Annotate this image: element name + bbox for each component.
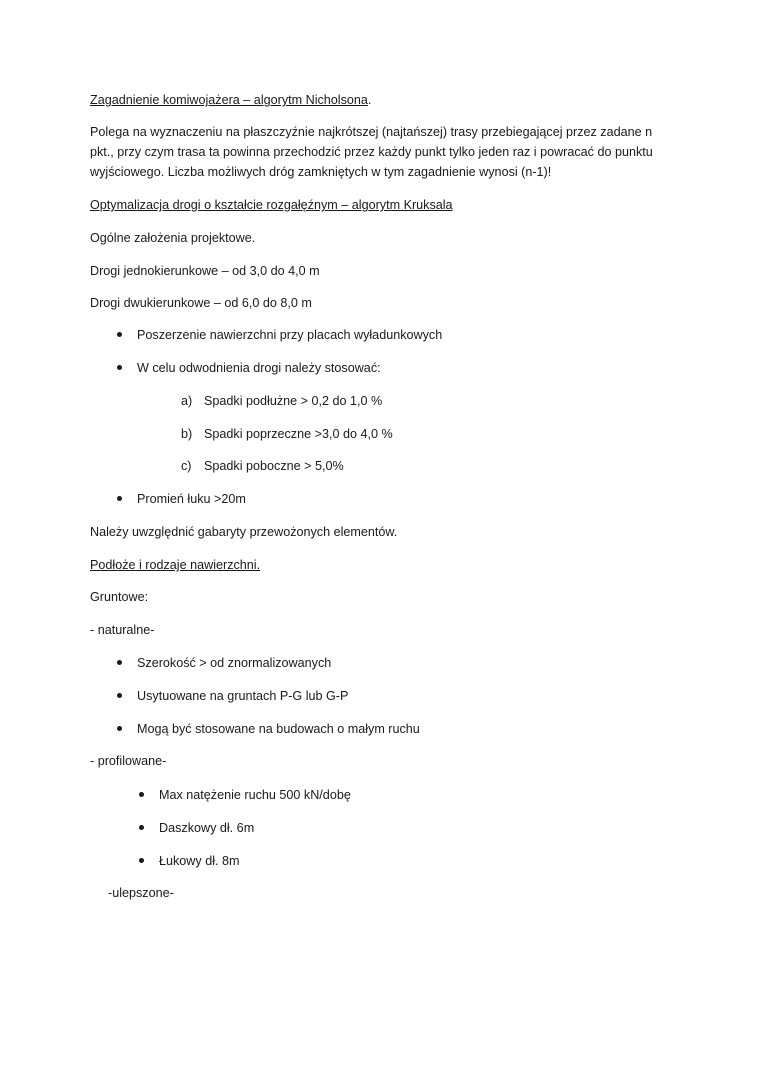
list-item: Łukowy dł. 8m	[159, 854, 240, 868]
paragraph-line-2: pkt., przy czym trasa ta powinna przechodzić przez każdy punkt tylko jeden raz i powracać do punktu	[90, 145, 653, 159]
list-marker: c)	[181, 459, 192, 473]
list-item: Spadki podłużne > 0,2 do 1,0 %	[204, 394, 383, 408]
list-item: Mogą być stosowane na budowach o małym ruchu	[137, 722, 420, 736]
list-marker: a)	[181, 394, 193, 408]
list-item: Usytuowane na gruntach P-G lub G-P	[137, 689, 349, 703]
natural-label: - naturalne-	[90, 623, 155, 637]
general-assumptions: Ogólne założenia projektowe.	[90, 231, 256, 245]
soil-label: Gruntowe:	[90, 590, 149, 604]
bullet-icon	[139, 792, 144, 797]
list-item: Poszerzenie nawierzchni przy placach wyładunkowych	[137, 328, 443, 342]
paragraph-line-3: wyjściowego. Liczba możliwych dróg zamkniętych w tym zagadnienie wynosi (n-1)!	[90, 165, 552, 179]
heading-subgrade: Podłoże i rodzaje nawierzchni.	[90, 558, 261, 572]
bullet-icon	[117, 693, 122, 698]
list-item: Promień łuku >20m	[137, 492, 246, 506]
bullet-icon	[117, 496, 122, 501]
bullet-icon	[139, 825, 144, 830]
heading-nicholson-period: .	[367, 93, 372, 107]
improved-label: -ulepszone-	[108, 886, 174, 900]
list-item: Spadki poboczne > 5,0%	[204, 459, 344, 473]
list-item: Daszkowy dł. 6m	[159, 821, 255, 835]
list-item: Spadki poprzeczne >3,0 do 4,0 %	[204, 427, 393, 441]
two-way-roads: Drogi dwukierunkowe – od 6,0 do 8,0 m	[90, 296, 312, 310]
profiled-label: - profilowane-	[90, 754, 167, 768]
bullet-icon	[117, 660, 122, 665]
bullet-icon	[139, 858, 144, 863]
list-item: W celu odwodnienia drogi należy stosować:	[137, 361, 381, 375]
bullet-icon	[117, 726, 122, 731]
bullet-icon	[117, 332, 122, 337]
bullet-icon	[117, 365, 122, 370]
list-item: Max natężenie ruchu 500 kN/dobę	[159, 788, 351, 802]
one-way-roads: Drogi jednokierunkowe – od 3,0 do 4,0 m	[90, 264, 320, 278]
heading-nicholson-text: Zagadnienie komiwojażera – algorytm Nicholsona	[90, 93, 368, 107]
list-marker: b)	[181, 427, 193, 441]
list-item: Szerokość > od znormalizowanych	[137, 656, 332, 670]
heading-kruskal: Optymalizacja drogi o kształcie rozgałęźnym – algorytm Kruksala	[90, 198, 453, 212]
note-text: Należy uwzględnić gabaryty przewożonych elementów.	[90, 525, 398, 539]
paragraph-line-1: Polega na wyznaczeniu na płaszczyźnie najkrótszej (najtańszej) trasy przebiegającej przez zadane n	[90, 125, 653, 139]
heading-nicholson	[90, 92, 371, 108]
